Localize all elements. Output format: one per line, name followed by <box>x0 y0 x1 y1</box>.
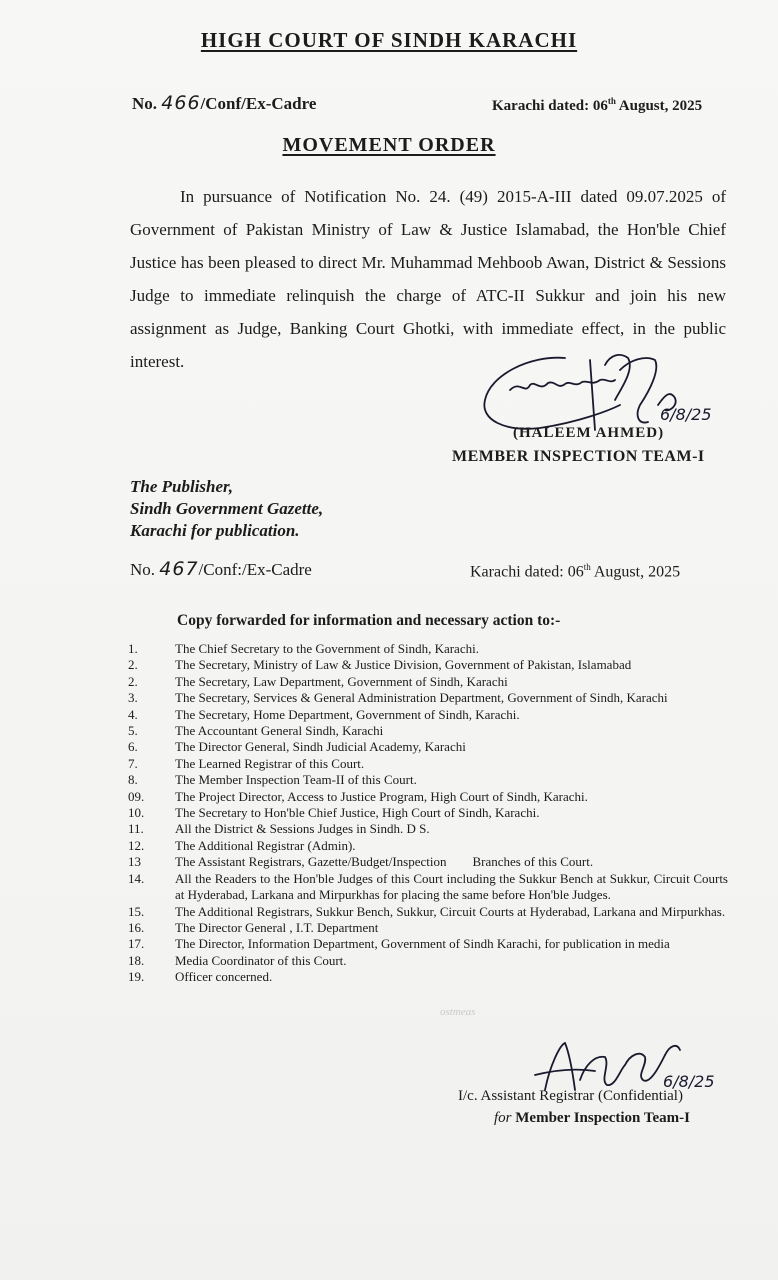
member-inspection-team-line: for Member Inspection Team-I <box>494 1110 690 1126</box>
second-reference-number: No. 467/Conf:/Ex-Cadre <box>130 558 312 580</box>
list-item: 3. The Secretary, Services & General Administration Department, Government of Sindh, Karachi <box>128 690 668 706</box>
faint-smudge-text: ostmeas <box>440 1006 476 1018</box>
order-body: In pursuance of Notification No. 24. (49) 2015-A-III dated 09.07.2025 of Government of Pakistan Ministry of Law & Justice Islamabad, the Hon'ble Chief Justice has been pleased to direct Mr. Muhammad Mehboob Awan, District & Sessions Judge to immediate relinquish the charge of ATC-II Sukkur and join his new assignment as Judge, Banking Court Ghotki, with immediate effect, in the public interest. <box>130 187 726 371</box>
list-item: 13 The Assistant Registrars, Gazette/Budget/Inspection Branches of this Court. <box>128 854 594 870</box>
list-item: 5. The Accountant General Sindh, Karachi <box>128 723 384 739</box>
publisher-block <box>130 476 323 542</box>
list-item: 10. The Secretary to Hon'ble Chief Justice, High Court of Sindh, Karachi. <box>128 805 540 821</box>
signatory-name: (HALEEM AHMED) <box>513 425 665 441</box>
list-item: 1. The Chief Secretary to the Government of Sindh, Karachi. <box>128 641 479 656</box>
publisher-line: Sindh Government Gazette, <box>130 499 324 518</box>
dated-line: Karachi dated: 06th August, 2025 <box>492 96 703 114</box>
copy-list <box>128 641 728 986</box>
list-item: 14. All the Readers to the Hon'ble Judges of this Court including the Sukkur Bench at Sukkur, Circuit Courts at Hyderabad, Larkana and Mirpurkhas for placing the same before Hon'ble Judges. <box>128 870 728 903</box>
order-title: MOVEMENT ORDER <box>282 134 496 156</box>
list-item: 8. The Member Inspection Team-II of this Court. <box>128 772 417 788</box>
publisher-line: Karachi for publication. <box>130 521 300 540</box>
list-item: 16. The Director General , I.T. Department <box>128 919 379 935</box>
assistant-registrar-title: I/c. Assistant Registrar (Confidential) <box>458 1088 683 1104</box>
list-item: 15. The Additional Registrars, Sukkur Bench, Sukkur, Circuit Courts at Hyderabad, Larkana and Mirpurkhas. <box>128 903 726 919</box>
svg-text:6/8/25: 6/8/25 <box>660 405 712 424</box>
list-item: 19. Officer concerned. <box>128 969 273 985</box>
copy-forwarded-heading: Copy forwarded for information and necessary action to:- <box>177 612 561 629</box>
second-dated-line: Karachi dated: 06th August, 2025 <box>470 562 681 581</box>
list-item: 7. The Learned Registrar of this Court. <box>128 755 365 771</box>
handwritten-ref-number: 466 <box>161 92 201 114</box>
list-item: 12. The Additional Registrar (Admin). <box>128 837 356 853</box>
list-item: 2. The Secretary, Law Department, Government of Sindh, Karachi <box>128 673 508 689</box>
handwritten-ref-number-2: 467 <box>159 558 199 580</box>
list-item: 2. The Secretary, Ministry of Law & Justice Division, Government of Pakistan, Islamabad <box>128 657 632 673</box>
list-item: 4. The Secretary, Home Department, Government of Sindh, Karachi. <box>128 706 520 722</box>
publisher-line: The Publisher, <box>130 477 233 496</box>
list-item: 6. The Director General, Sindh Judicial Academy, Karachi <box>128 739 466 755</box>
list-item: 11. All the District & Sessions Judges in Sindh. D S. <box>128 821 430 837</box>
signatory-designation: MEMBER INSPECTION TEAM-I <box>452 448 705 465</box>
list-item: 18. Media Coordinator of this Court. <box>128 952 347 968</box>
list-item: 17. The Director, Information Department, Government of Sindh Karachi, for publication in media <box>128 936 670 952</box>
list-item: 09. The Project Director, Access to Justice Program, High Court of Sindh, Karachi. <box>128 788 588 804</box>
court-title: HIGH COURT OF SINDH KARACHI <box>200 28 578 52</box>
svg-text:6/8/25: 6/8/25 <box>663 1072 715 1091</box>
reference-number: No. 466/Conf/Ex-Cadre <box>132 92 317 114</box>
